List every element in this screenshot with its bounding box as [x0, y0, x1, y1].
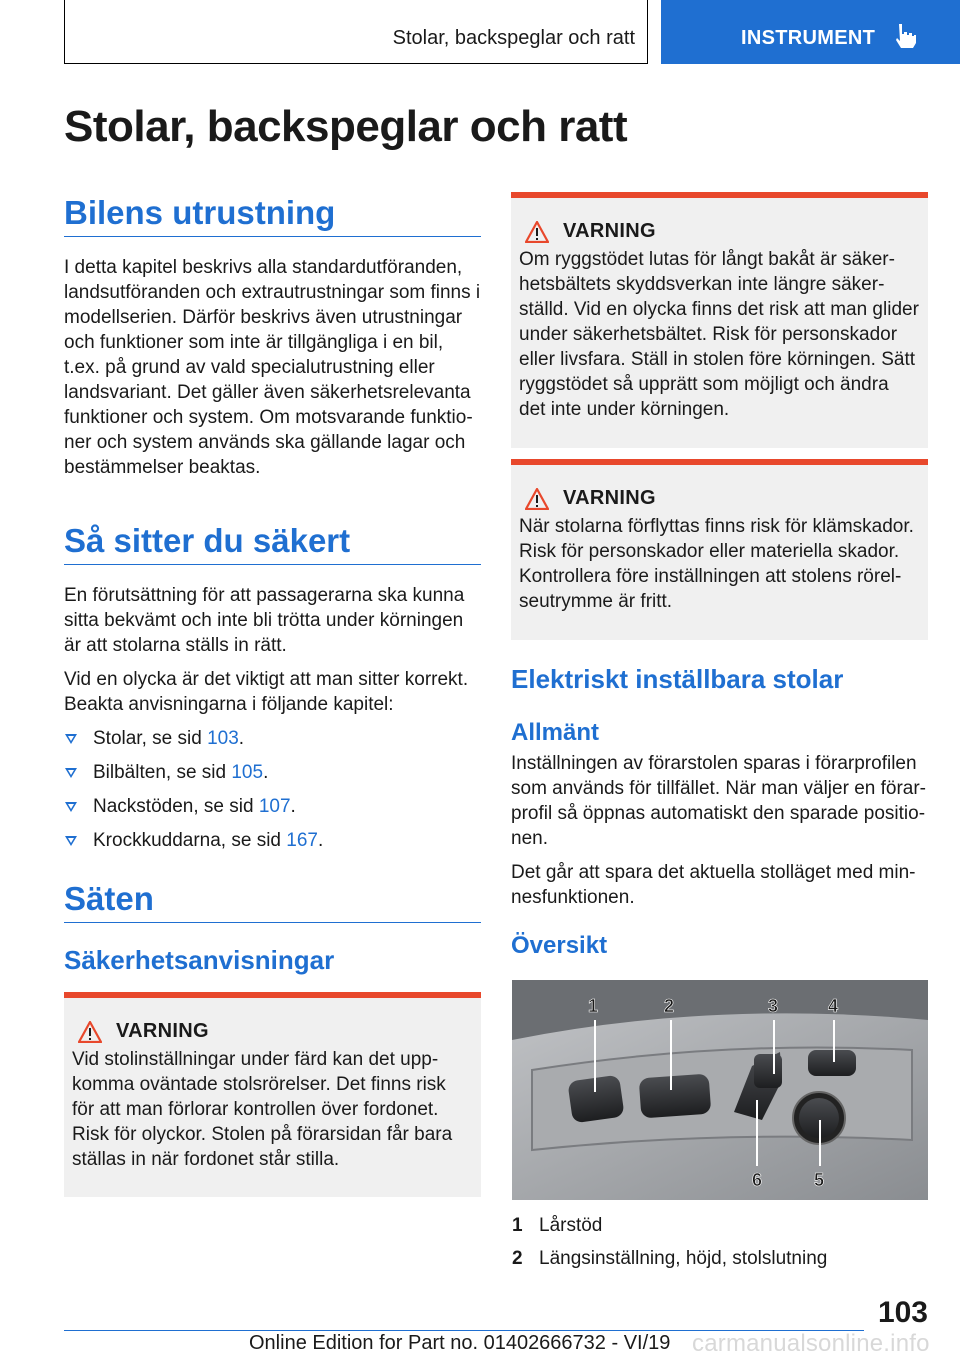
callout-label: 2 [664, 996, 675, 1016]
heading-bilens-utrustning: Bilens utrustning [64, 194, 481, 237]
page-link[interactable]: 107 [258, 796, 291, 817]
header-chapter-label: INSTRUMENT [741, 27, 876, 49]
legend-number: 2 [512, 1248, 523, 1269]
header-section-title: Stolar, backspeglar och ratt [392, 27, 635, 49]
callout-label: 6 [752, 1170, 763, 1190]
legend-text: Lårstöd [539, 1215, 603, 1236]
warning-label: VARNING [563, 487, 656, 509]
callout-label: 5 [814, 1170, 825, 1190]
list-item-text: Krockkuddarna, se sid [93, 830, 287, 851]
warning-box [511, 192, 928, 448]
list-item [64, 794, 481, 819]
list-item [64, 726, 481, 751]
list-item-text: Nackstöden, se sid [93, 796, 259, 817]
callout-label: 4 [828, 996, 839, 1016]
warning-triangle-icon [525, 221, 549, 243]
heading-elektriskt: Elektriskt inställbara stolar [511, 664, 844, 694]
legend-item [512, 1242, 928, 1275]
list-item [64, 828, 481, 853]
legend-number: 1 [512, 1215, 523, 1236]
allmant-text-2: Det går att spara det aktuella stolläget med minnesfunktionen. [511, 862, 916, 908]
seat-controls-image [512, 980, 928, 1200]
warning-text: Om ryggstödet lutas för långt bakåt är säkerhetsbältets skyddsverkan inte längre säkerställd. Vid en olycka finns det risk att man glider under säkerhetsbältet. Risk för personskador eller livsfara. Ställ in stolen före körningen. Sätt ryggstödet så upprätt som möjligt och ändra det inte under körningen. [519, 249, 919, 420]
heading-sitter-sakert: Så sitter du säkert [64, 522, 481, 565]
allmant-text-1: Inställningen av förarstolen sparas i förarprofilen som används för tillfället. När man väljer en förarprofil så öppnas automatiskt den sparade positionen. [511, 753, 926, 849]
warning-triangle-icon [78, 1021, 102, 1043]
footer-edition: Online Edition for Part no. 01402666732 - VI/19 [249, 1332, 671, 1354]
triangle-bullet-icon [65, 802, 77, 812]
header-chapter-tab[interactable] [661, 0, 960, 64]
warning-box [64, 992, 481, 1197]
list-item-text: Stolar, se sid [93, 728, 208, 749]
callout-label: 3 [768, 996, 779, 1016]
bilens-text: I detta kapitel beskrivs alla standardutföranden, landsutföranden och extrautrustningar som finns i modellserien. Därför beskrivs även utrustningar och funktioner som inte är tillgängliga i en bil, t.ex. på grund av vald specialutrustning eller landsvariant. Det gäller även säkerhetsrelevanta funktioner och system. Om motsvarande funktioner och system används ska gällande lagar och bestämmelser beaktas. [64, 257, 481, 478]
callout-label: 1 [588, 996, 599, 1016]
heading-allmant: Allmänt [511, 719, 600, 746]
list-item-end: . [317, 830, 324, 851]
list-item-end: . [290, 796, 296, 817]
triangle-bullet-icon [65, 768, 77, 778]
page-number: 103 [877, 1296, 928, 1329]
legend-list [512, 1209, 928, 1275]
warning-label: VARNING [116, 1020, 209, 1042]
warning-text: När stolarna förflyttas finns risk för klämskador. Risk för personskador eller materiella skador. Kontrollera före inställningen att stolens rörelseutrymme är fritt. [519, 516, 914, 612]
list-item [64, 760, 481, 785]
header-section-box [64, 0, 648, 64]
pointing-hand-icon [893, 22, 919, 48]
list-item-end: . [238, 728, 245, 749]
heading-sakerhetsanvisningar: Säkerhetsanvisningar [64, 945, 335, 975]
page-link[interactable]: 105 [231, 762, 264, 783]
section-bilens-utrustning [64, 194, 481, 480]
section-elektriskt [511, 664, 928, 960]
page-link[interactable]: 103 [207, 728, 239, 749]
list-item-end: . [263, 762, 269, 783]
legend-item [512, 1209, 928, 1242]
warning-text: Vid stolinställningar under färd kan det uppkomma oväntade stolsrörelser. Det finns risk för att man förlorar kontrollen över fordonet. Risk för olyckor. Stolen på förarsidan får bara ställas in när fordonet står stilla. [72, 1049, 453, 1170]
chapter-reference-list [64, 726, 481, 853]
warning-triangle-icon [525, 488, 549, 510]
seat-controls-illustration [512, 980, 928, 1200]
warning-label: VARNING [563, 220, 656, 242]
page-title: Stolar, backspeglar och ratt [64, 102, 628, 151]
section-sitter-sakert [64, 522, 481, 862]
sitter-text-2: Vid en olycka är det viktigt att man sitter korrekt. Beakta anvisningarna i följande kapitel: [64, 669, 469, 715]
page-link[interactable]: 167 [286, 830, 318, 851]
heading-saten: Säten [64, 880, 481, 923]
warning-box [511, 459, 928, 640]
legend-text: Längsinställning, höjd, stolslutning [539, 1248, 828, 1269]
triangle-bullet-icon [65, 836, 77, 846]
list-item-text: Bilbälten, se sid [93, 762, 232, 783]
heading-oversikt: Översikt [511, 932, 608, 959]
sitter-text-1: En förutsättning för att passagerarna ska kunna sitta bekvämt och inte bli trötta under körningen är att stolarna ställs in rätt. [64, 585, 465, 656]
section-saten [64, 880, 481, 976]
footer-watermark: carmanualsonline.info [692, 1330, 930, 1357]
triangle-bullet-icon [65, 734, 77, 744]
